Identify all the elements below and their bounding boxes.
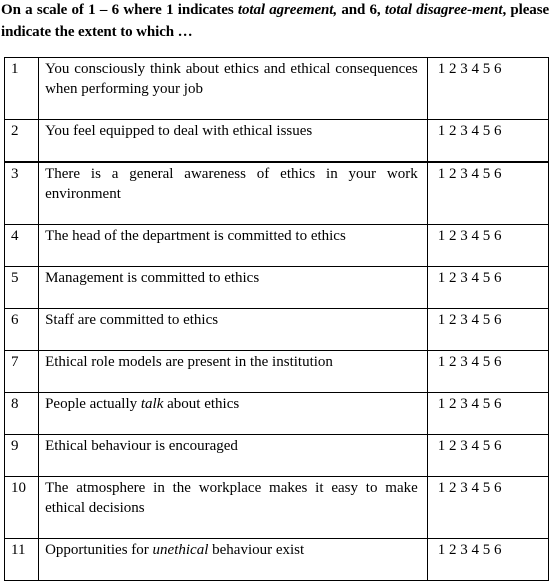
instructions-text-2: and 6, — [336, 2, 385, 18]
item-number: 6 — [5, 309, 39, 351]
instructions-text-1: On a scale of 1 – 6 where 1 indicates — [1, 2, 238, 18]
item-number: 8 — [5, 393, 39, 435]
table-row — [5, 225, 549, 267]
item-text: Staff are committed to ethics — [45, 312, 219, 328]
table-row — [5, 393, 549, 435]
table-row — [5, 162, 549, 225]
item-number: 5 — [5, 267, 39, 309]
table-row — [5, 435, 549, 477]
item-text: You consciously think about ethics and ethical consequences when performing your job — [45, 61, 418, 97]
item-number: 10 — [5, 477, 39, 539]
rating-scale: 1 2 3 4 5 6 — [427, 162, 548, 225]
item-text-emphasis: talk — [140, 396, 164, 412]
rating-scale: 1 2 3 4 5 6 — [427, 539, 548, 581]
item-number: 9 — [5, 435, 39, 477]
rating-scale: 1 2 3 4 5 6 — [427, 477, 548, 539]
item-text: Ethical behaviour is encouraged — [45, 438, 238, 454]
item-text: Management is committed to ethics — [45, 270, 260, 286]
item-text-continued: behaviour exist — [208, 542, 305, 558]
item-text: The atmosphere in the workplace makes it easy to make ethical decisions — [45, 480, 418, 516]
item-text: The head of the department is committed to ethics — [45, 228, 346, 244]
rating-scale: 1 2 3 4 5 6 — [427, 120, 548, 163]
item-text: Ethical role models are present in the institution — [45, 354, 333, 370]
rating-scale: 1 2 3 4 5 6 — [427, 58, 548, 120]
item-statement — [39, 393, 428, 435]
table-row — [5, 58, 549, 120]
rating-scale: 1 2 3 4 5 6 — [427, 435, 548, 477]
table-row — [5, 477, 549, 539]
item-text: There is a general awareness of ethics in your work environment — [45, 166, 418, 202]
item-statement — [39, 58, 428, 120]
item-statement — [39, 309, 428, 351]
item-statement — [39, 477, 428, 539]
item-statement — [39, 539, 428, 581]
survey-instructions — [1, 0, 549, 43]
instructions-emphasis-disagreement: total disagree-ment — [384, 2, 503, 18]
item-text-emphasis: unethical — [152, 542, 209, 558]
rating-scale: 1 2 3 4 5 6 — [427, 267, 548, 309]
table-row — [5, 351, 549, 393]
item-text: Opportunities for — [45, 542, 153, 558]
table-row — [5, 309, 549, 351]
item-text: You feel equipped to deal with ethical issues — [45, 123, 313, 139]
item-number: 11 — [5, 539, 39, 581]
item-text: People actually — [45, 396, 141, 412]
rating-scale: 1 2 3 4 5 6 — [427, 393, 548, 435]
item-number: 2 — [5, 120, 39, 163]
item-statement — [39, 267, 428, 309]
item-statement — [39, 225, 428, 267]
item-number: 1 — [5, 58, 39, 120]
table-row — [5, 539, 549, 581]
table-row — [5, 120, 549, 163]
item-number: 7 — [5, 351, 39, 393]
item-number: 4 — [5, 225, 39, 267]
survey-table — [4, 57, 549, 581]
item-statement — [39, 162, 428, 225]
item-statement — [39, 120, 428, 163]
item-statement — [39, 351, 428, 393]
rating-scale: 1 2 3 4 5 6 — [427, 351, 548, 393]
instructions-text-3: , please indicate the extent to which … — [1, 2, 549, 40]
table-row — [5, 267, 549, 309]
rating-scale: 1 2 3 4 5 6 — [427, 225, 548, 267]
item-number: 3 — [5, 162, 39, 225]
instructions-emphasis-agreement: total agreement, — [237, 2, 337, 18]
rating-scale: 1 2 3 4 5 6 — [427, 309, 548, 351]
item-text-continued: about ethics — [163, 396, 240, 412]
item-statement — [39, 435, 428, 477]
